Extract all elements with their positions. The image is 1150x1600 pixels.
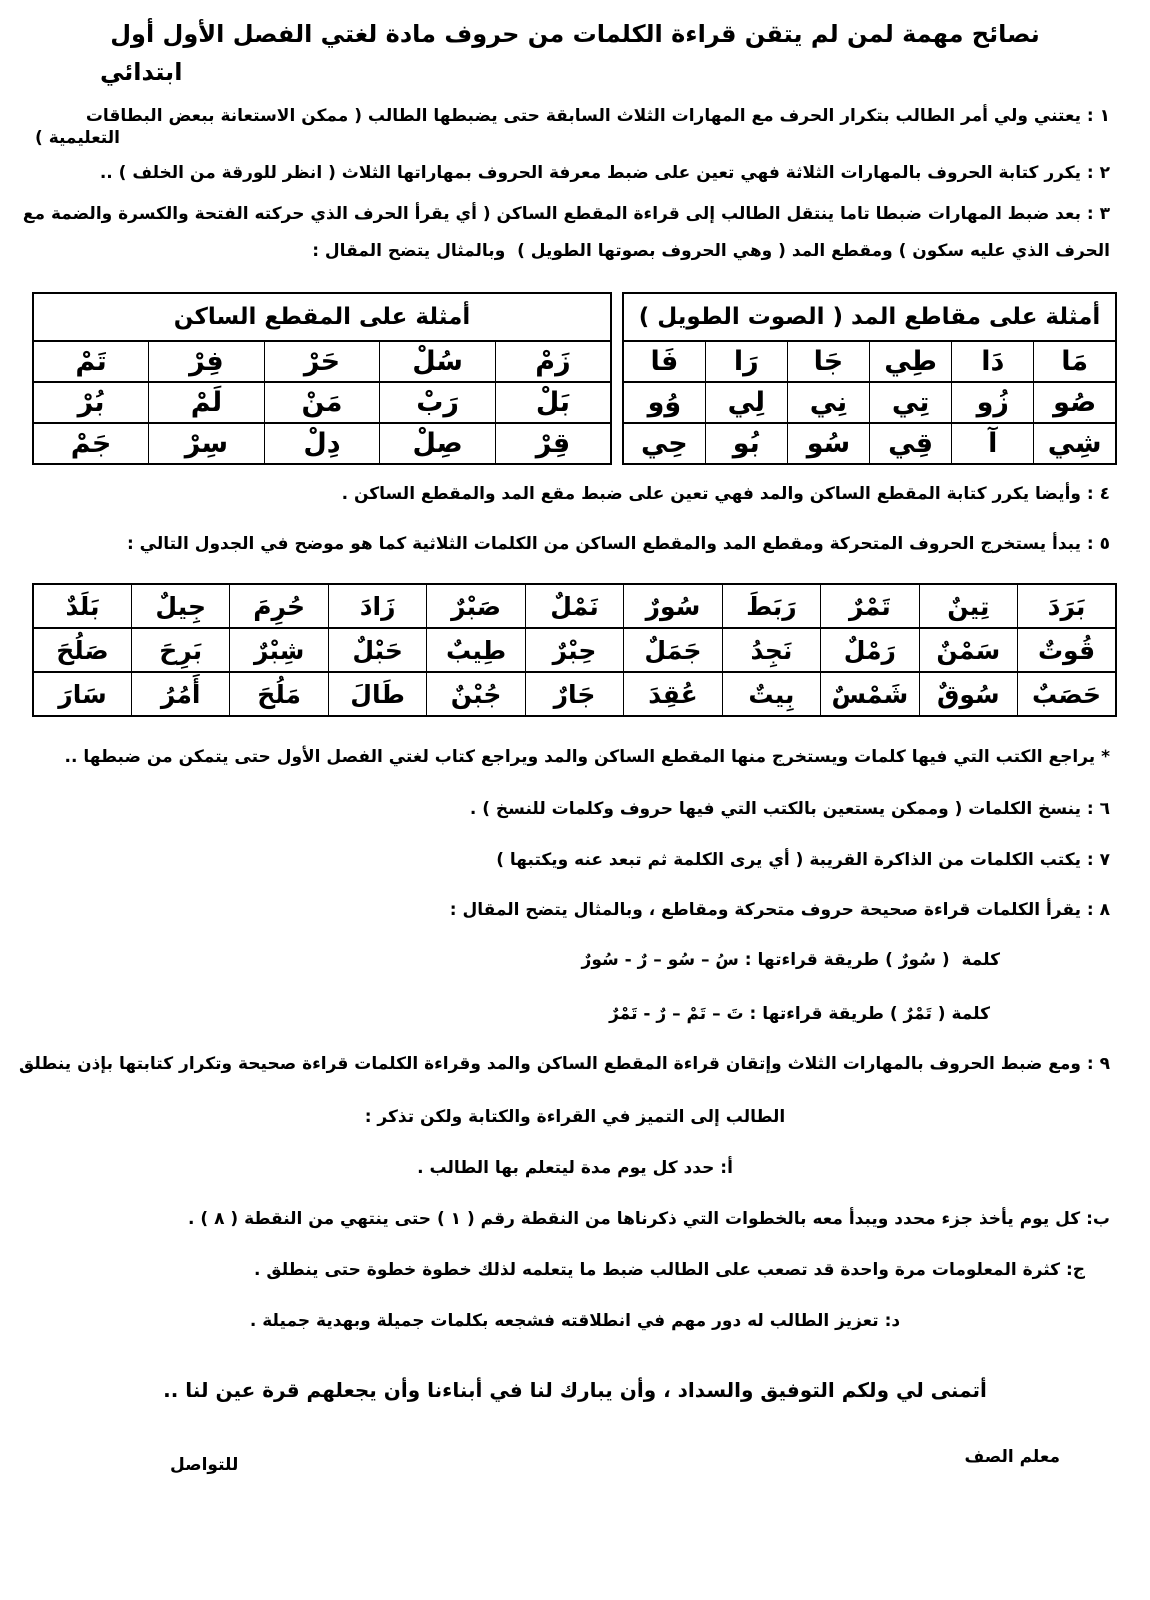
point-1-line-2: التعليمية ) <box>35 128 120 148</box>
madd-cell: صُو <box>1034 382 1116 423</box>
word-cell: أَمُرُ <box>131 672 229 716</box>
madd-cell: رَا <box>705 341 787 382</box>
sakin-cell: حَرْ <box>264 341 380 382</box>
madd-cell: دَا <box>952 341 1034 382</box>
sub-point-b: ب: كل يوم يأخذ جزء محدد ويبدأ معه بالخطوات التي ذكرناها من النقطة رقم ( ١ ) حتى ينتهي من النقطة ( ٨ ) . <box>188 1209 1110 1229</box>
word-cell: نَجِدُ <box>722 628 820 672</box>
word-cell: طَالَ <box>328 672 426 716</box>
word-cell: جُبْنٌ <box>427 672 525 716</box>
word-cell: جِيلٌ <box>131 584 229 628</box>
word-cell: شِبْرٌ <box>230 628 328 672</box>
word-cell: طِيبٌ <box>427 628 525 672</box>
contact-label: للتواصل <box>170 1455 239 1475</box>
word-cell: مَلُحَ <box>230 672 328 716</box>
reading-example-sur: كلمة ( سُورٌ ) طريقة قراءتها : سُ – سُو – رٌ - سُورٌ <box>581 950 1000 970</box>
word-cell: شَمْسٌ <box>821 672 919 716</box>
word-cell: بَرِحَ <box>131 628 229 672</box>
signature-class-teacher: معلم الصف <box>964 1447 1060 1467</box>
table-row <box>33 628 1116 672</box>
sakin-cell: زَمْ <box>495 341 611 382</box>
closing-wish: أتمنى لي ولكم التوفيق والسداد ، وأن يبارك لنا في أبناءنا وأن يجعلهم قرة عين لنا .. <box>163 1378 987 1402</box>
word-cell: سُورٌ <box>624 584 722 628</box>
word-cell: قُوتٌ <box>1018 628 1116 672</box>
point-3-line-2: الحرف الذي عليه سكون ) ومقطع المد ( وهي الحروف بصوتها الطويل ) وبالمثال يتضح المقال : <box>312 241 1110 261</box>
madd-syllables-table <box>622 292 1117 465</box>
word-cell: صَبْرٌ <box>427 584 525 628</box>
madd-cell: سُو <box>787 423 869 464</box>
sakin-cell: قِرْ <box>495 423 611 464</box>
sakin-cell: بَلْ <box>495 382 611 423</box>
sakin-syllables-table <box>32 292 612 465</box>
point-6: ٦ : ينسخ الكلمات ( وممكن يستعين بالكتب التي فيها حروف وكلمات للنسخ ) . <box>469 799 1110 819</box>
madd-cell: نِي <box>787 382 869 423</box>
madd-cell: قِي <box>870 423 952 464</box>
words-table <box>32 583 1117 717</box>
point-star: * يراجع الكتب التي فيها كلمات ويستخرج منها المقطع الساكن والمد ويراجع كتاب لغتي الفصل الأول حتى يتمكن من ضبطها .. <box>64 747 1110 767</box>
sakin-cell: مَنْ <box>264 382 380 423</box>
point-3-line-1: ٣ : بعد ضبط المهارات ضبطا تاما ينتقل الطالب إلى قراءة المقطع الساكن ( أي يقرأ الحرف الذي حركته الفتحة والكسرة والضمة مع <box>22 204 1110 224</box>
sakin-cell: دِلْ <box>264 423 380 464</box>
madd-cell: حِي <box>623 423 705 464</box>
page-title-line-2: ابتدائي <box>100 58 183 86</box>
point-4: ٤ : وأيضا يكرر كتابة المقطع الساكن والمد فهي تعين على ضبط مقع المد والمقطع الساكن . <box>341 484 1110 504</box>
sakin-cell: لَمْ <box>149 382 265 423</box>
word-cell: زَادَ <box>328 584 426 628</box>
sakin-cell: رَبْ <box>380 382 496 423</box>
madd-cell: جَا <box>787 341 869 382</box>
madd-cell: وُو <box>623 382 705 423</box>
page-title-line-1: نصائح مهمة لمن لم يتقن قراءة الكلمات من حروف مادة لغتي الفصل الأول أول <box>110 20 1040 48</box>
table-row <box>33 423 611 464</box>
table-row <box>33 672 1116 716</box>
sakin-cell: تَمْ <box>33 341 149 382</box>
word-cell: جَارٌ <box>525 672 623 716</box>
reading-example-tamr: كلمة ( تَمْرٌ ) طريقة قراءتها : تَ – تَمْ – رٌ - تَمْرٌ <box>609 1004 990 1024</box>
sub-point-d: د: تعزيز الطالب له دور مهم في انطلاقته فشجعه بكلمات جميلة وبهدية جميلة . <box>249 1311 901 1331</box>
word-cell: تِينٌ <box>919 584 1017 628</box>
point-8: ٨ : يقرأ الكلمات قراءة صحيحة حروف متحركة ومقاطع ، وبالمثال يتضح المقال : <box>449 900 1110 920</box>
word-cell: عُقِدَ <box>624 672 722 716</box>
madd-cell: آ <box>952 423 1034 464</box>
madd-cell: لِي <box>705 382 787 423</box>
madd-cell: مَا <box>1034 341 1116 382</box>
table-row <box>623 341 1116 382</box>
table-row <box>33 584 1116 628</box>
madd-cell: بُو <box>705 423 787 464</box>
madd-cell: شِي <box>1034 423 1116 464</box>
sakin-cell: سِرْ <box>149 423 265 464</box>
point-5: ٥ : يبدأ يستخرج الحروف المتحركة ومقطع المد والمقطع الساكن من الكلمات الثلاثية كما هو موضح في الجدول التالي : <box>126 534 1110 554</box>
sakin-cell: سُلْ <box>380 341 496 382</box>
sakin-cell: فِرْ <box>149 341 265 382</box>
word-cell: رَبَطَ <box>722 584 820 628</box>
sub-point-c: ج: كثرة المعلومات مرة واحدة قد تصعب على الطالب ضبط ما يتعلمه لذلك خطوة خطوة حتى ينطلق . <box>254 1260 1085 1280</box>
word-cell: حُرِمَ <box>230 584 328 628</box>
word-cell: بَلَدٌ <box>33 584 131 628</box>
point-9-line-1: ٩ : ومع ضبط الحروف بالمهارات الثلاث وإتقان قراءة المقطع الساكن والمد وقراءة الكلمات قراءة صحيحة وتكرار كتابتها بإذن ينطلق <box>19 1054 1110 1074</box>
madd-cell: زُو <box>952 382 1034 423</box>
sakin-cell: بُرْ <box>33 382 149 423</box>
word-cell: حَصَبٌ <box>1018 672 1116 716</box>
word-cell: صَلُحَ <box>33 628 131 672</box>
table-row <box>623 423 1116 464</box>
word-cell: سَارَ <box>33 672 131 716</box>
point-7: ٧ : يكتب الكلمات من الذاكرة القريبة ( أي يرى الكلمة ثم تبعد عنه ويكتبها ) <box>496 850 1110 870</box>
point-9-line-2: الطالب إلى التميز في القراءة والكتابة ولكن تذكر : <box>364 1107 786 1127</box>
madd-table-header: أمثلة على مقاطع المد ( الصوت الطويل ) <box>623 293 1116 341</box>
word-cell: نَمْلٌ <box>525 584 623 628</box>
word-cell: سُوقٌ <box>919 672 1017 716</box>
word-cell: جَمَلٌ <box>624 628 722 672</box>
table-row <box>33 341 611 382</box>
point-1-line-1: ١ : يعتني ولي أمر الطالب بتكرار الحرف مع المهارات الثلاث السابقة حتى يضبطها الطالب ( ممكن الاستعانة ببعض البطاقات <box>85 106 1110 126</box>
madd-cell: طِي <box>870 341 952 382</box>
table-row <box>623 382 1116 423</box>
word-cell: تَمْرٌ <box>821 584 919 628</box>
madd-cell: فَا <box>623 341 705 382</box>
sakin-cell: جَمْ <box>33 423 149 464</box>
sakin-cell: صِلْ <box>380 423 496 464</box>
word-cell: بِيتٌ <box>722 672 820 716</box>
word-cell: سَمْنٌ <box>919 628 1017 672</box>
sub-point-a: أ: حدد كل يوم مدة ليتعلم بها الطالب . <box>417 1158 733 1178</box>
word-cell: حَبْلٌ <box>328 628 426 672</box>
word-cell: رَمْلٌ <box>821 628 919 672</box>
madd-cell: تِي <box>870 382 952 423</box>
sakin-table-header: أمثلة على المقطع الساكن <box>33 293 611 341</box>
word-cell: حِبْرٌ <box>525 628 623 672</box>
point-2: ٢ : يكرر كتابة الحروف بالمهارات الثلاثة فهي تعين على ضبط معرفة الحروف بمهاراتها الثلاث ( انظر للورقة من الخلف ) .. <box>99 163 1110 183</box>
word-cell: بَرَدَ <box>1018 584 1116 628</box>
table-row <box>33 382 611 423</box>
